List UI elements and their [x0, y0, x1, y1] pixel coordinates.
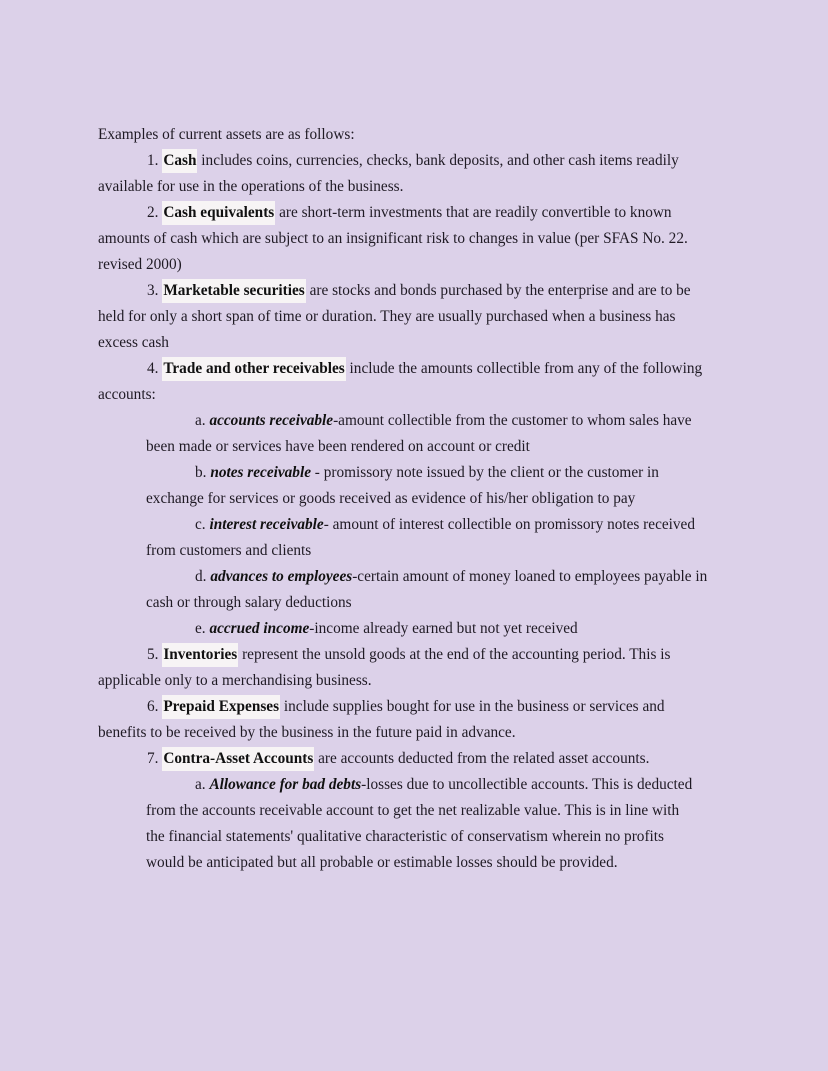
- highlighted-term: Cash equivalents: [162, 201, 275, 225]
- highlighted-term: Contra-Asset Accounts: [162, 747, 314, 771]
- highlighted-term: Cash: [162, 149, 197, 173]
- highlighted-term: Trade and other receivables: [162, 357, 345, 381]
- intro-text: Examples of current assets are as follows:: [98, 126, 355, 143]
- list-item-marketable-securities: 3. Marketable securities are stocks and bonds purchased by the enterprise and are to be: [98, 278, 738, 304]
- subitem-accrued-income: e. accrued income-income already earned but not yet received: [195, 620, 578, 637]
- list-item-inventories: 5. Inventories represent the unsold goods at the end of the accounting period. This is: [98, 642, 738, 668]
- list-item-cash: 1. Cash includes coins, currencies, checks, bank deposits, and other cash items readily: [98, 148, 738, 174]
- list-item-prepaid-expenses: 6. Prepaid Expenses include supplies bought for use in the business or services and: [98, 694, 738, 720]
- subitem-allowance-bad-debts: a. Allowance for bad debts-losses due to uncollectible accounts. This is deducted: [195, 776, 693, 793]
- subitem-notes-receivable: b. notes receivable - promissory note issued by the client or the customer in: [195, 464, 659, 481]
- subitem-accounts-receivable: a. accounts receivable-amount collectible from the customer to whom sales have: [195, 412, 692, 429]
- subitem-interest-receivable: c. interest receivable- amount of interest collectible on promissory notes received: [195, 516, 695, 533]
- subitem-advances-to-employees: d. advances to employees-certain amount of money loaned to employees payable in: [195, 568, 708, 585]
- document-page: Examples of current assets are as follows: 1. Cash includes coins, currencies, checks, bank deposits, and other cash items readily available for use in the operations of the business. 2. Cash equivalents are short-term investments that are readily convertible to known amounts of cash which are subject to an insignificant risk to changes in value (per SFAS No. 22. revised 2000) 3. Marketable securities are stocks and bonds purchased by the enterprise and are to be held for only a short span of time or duration. They are usually purchased when a business has excess cash 4. Trade and other receivables include the amounts collectible from any of the following accounts: a. accounts receivable-amount collectible from the customer to whom sales have been made or services have been rendered on account or credit b. notes receivable - promissory note issued by the client or the customer in exchange for services or goods received as evidence of his/her obligation to pay c. interest receivable- amount of interest collectible on promissory notes received from customers and clients d. advances to employees-certain amount of money loaned to employees payable in cash or through salary deductions e. accrued income-income already earned but not yet received 5. Inventories represent the unsold goods at the end of the accounting period. This is applicable only to a merchandising business. 6. Prepaid Expenses include supplies bought for use in the business or services and benefits to be received by the business in the future paid in advance. 7. Contra-Asset Accounts are accounts deducted from the related asset accounts. a. Allowance for bad debts-losses due to uncollectible accounts. This is deducted from the accounts receivable account to get the net realizable value. This is in line with the financial statements' qualitative characteristic of conservatism wherein no profits would be anticipated but all probable or estimable losses should be provided.: [98, 122, 738, 876]
- highlighted-term: Marketable securities: [162, 279, 305, 303]
- highlighted-term: Inventories: [162, 643, 238, 667]
- list-item-cash-equivalents: 2. Cash equivalents are short-term investments that are readily convertible to known: [98, 200, 738, 226]
- list-item-contra-asset-accounts: 7. Contra-Asset Accounts are accounts deducted from the related asset accounts.: [98, 746, 738, 772]
- highlighted-term: Prepaid Expenses: [162, 695, 280, 719]
- list-item-trade-receivables: 4. Trade and other receivables include the amounts collectible from any of the following: [98, 356, 738, 382]
